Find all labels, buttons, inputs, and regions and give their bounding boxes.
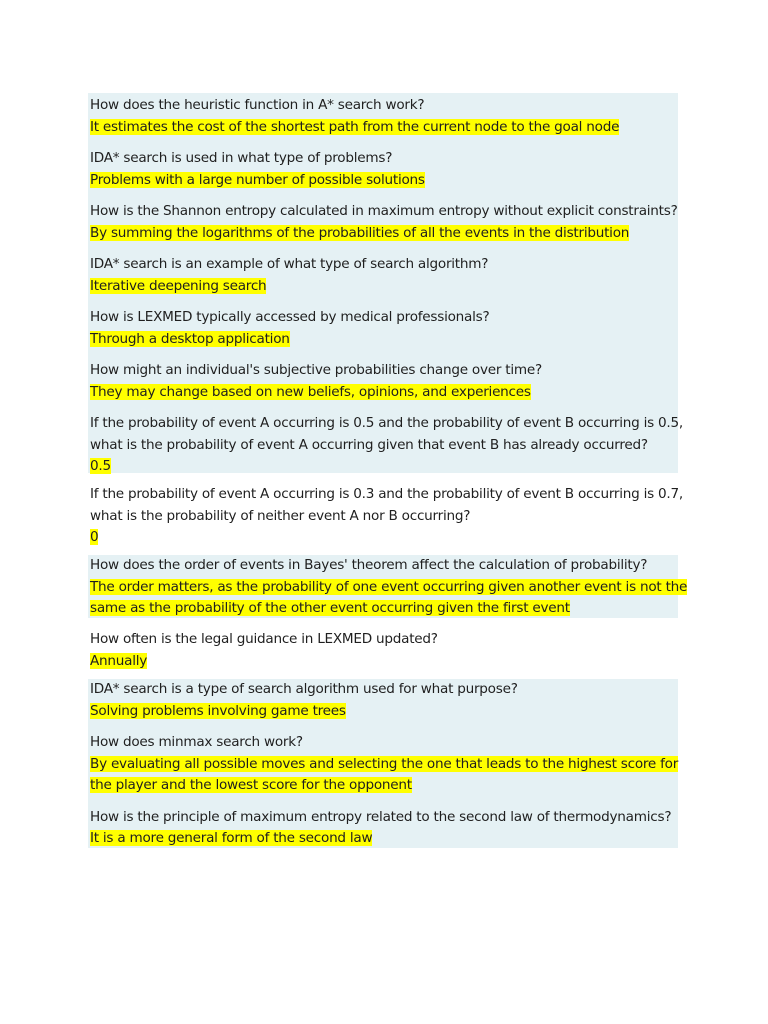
question: IDA* search is an example of what type of search algorithm? — [90, 256, 489, 272]
qa-block-3 — [88, 555, 688, 618]
answer: 0 — [90, 529, 99, 545]
question: How is the Shannon entropy calculated in maximum entropy without explicit constraints? — [90, 203, 678, 219]
qa-block-1 — [88, 93, 683, 474]
question: If the probability of event A occurring is 0.3 and the probability of event B occurring is 0.7, — [90, 486, 683, 502]
answer: By summing the logarithms of the probabilities of all the events in the distribution — [90, 224, 630, 241]
question: IDA* search is a type of search algorithm used for what purpose? — [90, 681, 518, 697]
answer: Problems with a large number of possible solutions — [90, 171, 425, 188]
answer: same as the probability of the other event occurring given the first event — [90, 600, 570, 616]
qa-block-2 — [88, 484, 683, 552]
question: How might an individual's subjective probabilities change over time? — [90, 362, 542, 378]
answer: Annually — [90, 652, 148, 669]
answer: It is a more general form of the second law — [90, 830, 373, 846]
answer: the player and the lowest score for the opponent — [90, 777, 412, 793]
question: what is the probability of neither event A nor B occurring? — [90, 507, 471, 524]
answer: Iterative deepening search — [90, 277, 267, 294]
qa-block-5 — [88, 679, 678, 848]
question: what is the probability of event A occurring given that event B has already occurred? — [90, 436, 648, 453]
question: How is LEXMED typically accessed by medical professionals? — [90, 309, 490, 325]
question: How does the order of events in Bayes' theorem affect the calculation of probability? — [90, 557, 648, 573]
question: IDA* search is used in what type of problems? — [90, 150, 393, 166]
question: How does minmax search work? — [90, 734, 303, 750]
answer: It estimates the cost of the shortest path from the current node to the goal node — [90, 118, 620, 135]
question: How is the principle of maximum entropy related to the second law of thermodynamics? — [90, 808, 672, 825]
answer: They may change based on new beliefs, opinions, and experiences — [90, 383, 531, 400]
question: How often is the legal guidance in LEXMED updated? — [90, 631, 438, 647]
question: If the probability of event A occurring is 0.5 and the probability of event B occurring is 0.5, — [90, 415, 683, 431]
answer: 0.5 — [90, 458, 111, 474]
question: How does the heuristic function in A* search work? — [90, 97, 425, 113]
qa-block-4 — [88, 629, 678, 674]
answer: Through a desktop application — [90, 330, 290, 347]
answer: Solving problems involving game trees — [90, 702, 346, 719]
answer: By evaluating all possible moves and selecting the one that leads to the highest score for — [90, 755, 679, 772]
answer: The order matters, as the probability of one event occurring given another event is not the — [90, 578, 688, 595]
